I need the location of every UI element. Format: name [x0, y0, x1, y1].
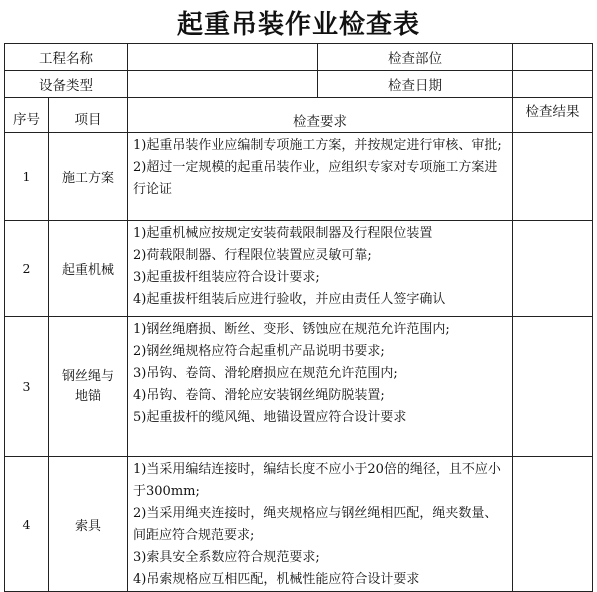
row-requirements — [128, 457, 513, 592]
requirement-line: 4)吊索规格应互相匹配，机械性能应符合设计要求 — [133, 572, 420, 587]
project-name-field[interactable] — [128, 44, 318, 71]
row-number: 4 — [5, 457, 49, 592]
requirement-line: 1)起重吊装作业应编制专项施工方案，并按规定进行审核、审批; — [133, 138, 502, 153]
row-requirements — [128, 221, 513, 317]
requirement-line: 1)当采用编结连接时，编结长度不应小于20倍的绳径，且不应小于300mm; — [133, 462, 501, 499]
requirement-line: 1)钢丝绳磨损、断丝、变形、锈蚀应在规范允许范围内; — [133, 322, 450, 337]
requirement-line: 4)吊钩、卷筒、滑轮应安装钢丝绳防脱装置; — [133, 388, 385, 403]
project-row — [5, 44, 593, 71]
inspect-dept-field[interactable] — [513, 44, 593, 71]
requirement-line: 2)钢丝绳规格应符合起重机产品说明书要求; — [133, 344, 385, 359]
requirement-line: 3)索具安全系数应符合规范要求; — [133, 550, 320, 565]
row-number: 1 — [5, 133, 49, 221]
row-result-cell[interactable] — [513, 457, 593, 592]
requirement-line: 1)起重机械应按规定安装荷载限制器及行程限位装置 — [133, 226, 433, 241]
row-requirements — [128, 133, 513, 221]
requirement-line: 3)吊钩、卷筒、滑轮磨损应在规范允许范围内; — [133, 366, 398, 381]
requirement-line: 2)超过一定规模的起重吊装作业，应组织专家对专项施工方案进行论证 — [133, 160, 498, 197]
table-row — [5, 133, 593, 221]
page-title: 起重吊装作业检查表 — [176, 10, 420, 40]
table-row — [5, 457, 593, 592]
row-result-cell[interactable] — [513, 221, 593, 317]
requirement-line: 2)荷载限制器、行程限位装置应灵敏可靠; — [133, 248, 372, 263]
equipment-row — [5, 71, 593, 98]
requirement-line: 3)起重拔杆组装应符合设计要求; — [133, 270, 320, 285]
col-header-item: 项目 — [49, 98, 128, 133]
inspect-dept-label: 检查部位 — [318, 44, 513, 71]
table-row — [5, 221, 593, 317]
inspect-date-field[interactable] — [513, 71, 593, 98]
col-header-result: 检查结果 — [513, 98, 593, 133]
row-number: 2 — [5, 221, 49, 317]
row-item: 施工方案 — [49, 133, 128, 221]
row-item: 索具 — [49, 457, 128, 592]
equipment-type-field[interactable] — [128, 71, 318, 98]
equipment-type-label: 设备类型 — [5, 71, 128, 98]
inspect-date-label: 检查日期 — [318, 71, 513, 98]
requirement-line: 5)起重拔杆的缆风绳、地锚设置应符合设计要求 — [133, 410, 407, 425]
row-number: 3 — [5, 317, 49, 457]
inspection-table — [4, 43, 593, 592]
col-header-requirements: 检查要求 — [128, 98, 513, 133]
project-name-label: 工程名称 — [5, 44, 128, 71]
col-header-no: 序号 — [5, 98, 49, 133]
row-requirements — [128, 317, 513, 457]
requirement-line: 2)当采用绳夹连接时，绳夹规格应与钢丝绳相匹配，绳夹数量、间距应符合规范要求; — [133, 506, 498, 543]
table-row — [5, 317, 593, 457]
requirement-line: 4)起重拔杆组装后应进行验收，并应由责任人签字确认 — [133, 292, 446, 307]
row-item: 起重机械 — [49, 221, 128, 317]
row-result-cell[interactable] — [513, 317, 593, 457]
column-header-row — [5, 98, 593, 133]
row-item: 钢丝绳与地锚 — [49, 317, 128, 457]
row-result-cell[interactable] — [513, 133, 593, 221]
